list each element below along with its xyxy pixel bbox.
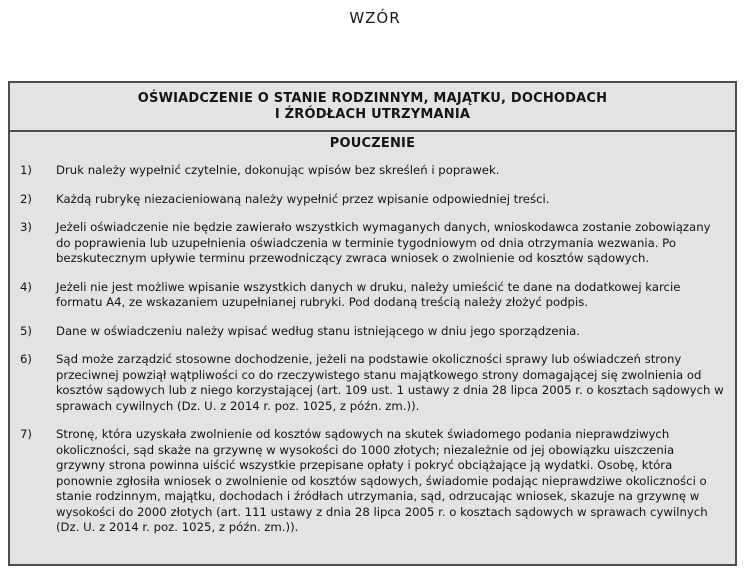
instruction-item-3 <box>14 220 727 267</box>
item-text: Jeżeli oświadczenie nie będzie zawierało wszystkich wymaganych danych, wnioskodawca zostanie zobowiązany do poprawienia lub uzupełnienia oświadczenia w terminie tygodniowym od dnia otrzymania wezwania. Po bezskutecznym upływie terminu przewodniczący zwraca wniosek o zwolnienie od kosztów sądowych. <box>56 220 711 265</box>
item-text: Każdą rubrykę niezacieniowaną należy wypełnić przez wpisanie odpowiedniej treści. <box>56 191 550 206</box>
item-text: Dane w oświadczeniu należy wpisać według stanu istniejącego w dniu jego sporządzenia. <box>56 323 580 338</box>
instruction-item-5 <box>14 324 727 340</box>
item-text: Druk należy wypełnić czytelnie, dokonując wpisów bez skreśleń i poprawek. <box>56 163 500 177</box>
form-title <box>10 83 735 132</box>
instruction-item-7 <box>14 427 727 536</box>
form-title-line1: OŚWIADCZENIE O STANIE RODZINNYM, MAJĄTKU, DOCHODACH <box>137 90 608 106</box>
item-text: Stronę, która uzyskała zwolnienie od kosztów sądowych na skutek świadomego podania nieprawdziwych okoliczności, sąd skaże na grzywnę w wysokości do 1000 złotych; niezależnie od jej obowiązku uiszczenia grzywny strona powinna uiścić wszystkie przepisane opłaty i pokryć obciążające ją wydatki. Osobę, która ponownie zgłosiła wniosek o zwolnienie od kosztów sądowych, świadomie podając nieprawdziwe okoliczności o stanie rodzinnym, majątku, dochodach i źródłach utrzymania, sąd, odrzucając wniosek, skazuje na grzywnę w wysokości do 2000 złotych (art. 111 ustawy z dnia 28 lipca 2005 r. o kosztach sądowych w sprawach cywilnych (Dz. U. z 2014 r. poz. 1025, z późn. zm.)). <box>56 427 708 534</box>
item-number: 7) <box>20 427 32 441</box>
instruction-list <box>10 151 735 536</box>
section-header-pouczenie: POUCZENIE <box>329 136 416 151</box>
document-specimen-label: WZÓR <box>349 9 401 27</box>
instruction-item-4 <box>14 280 727 311</box>
form-title-line2: I ŹRÓDŁACH UTRZYMANIA <box>274 106 471 122</box>
item-text: Sąd może zarządzić stosowne dochodzenie, jeżeli na podstawie okoliczności sprawy lub oświadczeń strony przeciwnej powziął wątpliwości co do rzeczywistego stanu majątkowego strony domagającej się zwolnienia od kosztów sądowych lub z niego korzystającej (art. 109 ust. 1 ustawy z dnia 28 lipca 2005 r. o kosztach sądowych w sprawach cywilnych (Dz. U. z 2014 r. poz. 1025, z późn. zm.)). <box>56 352 724 413</box>
item-number: 5) <box>20 323 32 338</box>
instruction-item-2 <box>14 192 727 208</box>
instruction-item-1 <box>14 163 727 179</box>
instruction-item-6 <box>14 352 727 414</box>
item-text: Jeżeli nie jest możliwe wpisanie wszystkich danych w druku, należy umieścić te dane na dodatkowej karcie formatu A4, ze wskazaniem uzupełnianej rubryki. Pod dodaną treścią należy złożyć podpis. <box>56 279 681 309</box>
item-number: 1) <box>20 163 32 177</box>
item-number: 2) <box>20 191 32 206</box>
declaration-form-box <box>8 81 737 566</box>
item-number: 4) <box>20 279 32 294</box>
item-number: 3) <box>20 220 32 234</box>
item-number: 6) <box>20 352 32 366</box>
